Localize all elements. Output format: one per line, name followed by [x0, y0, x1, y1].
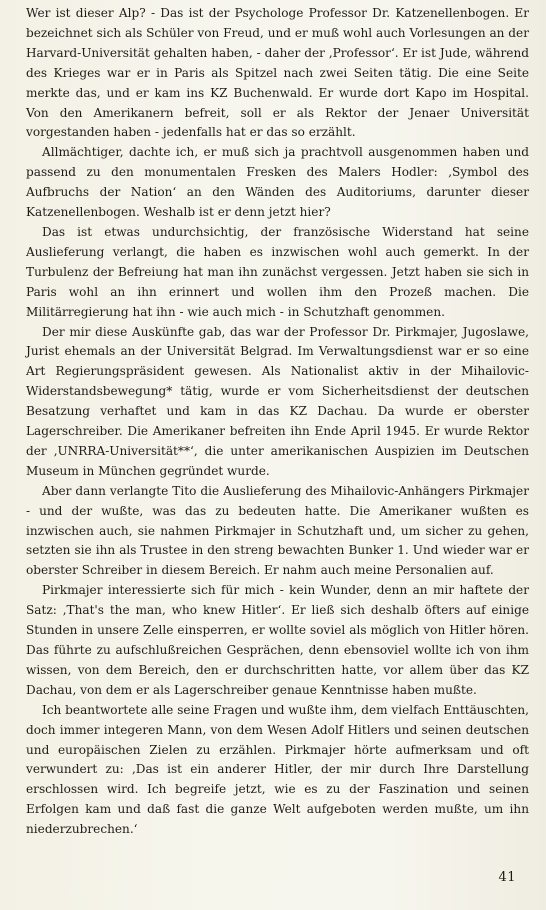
page-number: 41: [498, 870, 516, 885]
paragraph-4: Der mir diese Auskünfte gab, das war der Professor Dr. Pirkmajer, Jugoslawe, Jurist ehemals an der Universität Belgrad. Im Verwaltungsdienst war er so eine Art Regierungspräsident gewesen. Als Nationalist aktiv in der Mihailovic-Widerstandsbewegung* tätig, wurde er vom Sicherheitsdienst der deutschen Besatzung verhaftet und kam in das KZ Dachau. Da wurde er oberster Lagerschreiber. Die Amerikaner befreiten ihn Ende April 1945. Er wurde Rektor der ‚UNRRA-Universität**‘, die unter amerikanischen Auspizien im Deutschen Museum in München gegründet wurde.: [26, 324, 529, 478]
paragraph-5: Aber dann verlangte Tito die Auslieferung des Mihailovic-Anhängers Pirkmajer - und der wußte, was das zu bedeuten hatte. Die Amerikaner wußten es inzwischen auch, sie nahmen Pirkmajer in Schutzhaft und, um sicher zu gehen, setzten sie ihn als Trustee in den streng bewachten Bunker 1. Und wieder war er oberster Schreiber in diesem Bereich. Er nahm auch meine Personalien auf.: [26, 483, 529, 578]
paragraph-2: Allmächtiger, dachte ich, er muß sich ja prachtvoll ausgenommen haben und passend zu den monumentalen Fresken des Malers Hodler: ‚Symbol des Aufbruchs der Nation‘ an den Wänden des Auditoriums, darunter dieser Katzenellenbogen. Weshalb ist er denn jetzt hier?: [26, 145, 529, 220]
paragraph-1: Wer ist dieser Alp? - Das ist der Psychologe Professor Dr. Katzenellenbogen. Er bezeichnet sich als Schüler von Freud, und er muß wohl auch Vorlesungen an der Harvard-Universität gehalten haben, - daher der ‚Professor‘. Er ist Jude, während des Krieges war er in Paris als Spitzel nach zwei Seiten tätig. Die eine Seite merkte das, und er kam ins KZ Buchenwald. Er wurde dort Kapo im Hospital. Von den Amerikanern befreit, soll er als Rektor der Jenaer Universität vorgestanden haben - jedenfalls hat er das so erzählt.: [26, 6, 529, 140]
paragraph-3: Das ist etwas undurchsichtig, der französische Widerstand hat seine Auslieferung verlangt, die haben es inzwischen wohl auch gemerkt. In der Turbulenz der Befreiung hat man ihn zunächst vergessen. Jetzt haben sie sich in Paris wohl an ihn erinnert und wollen ihm den Prozeß machen. Die Militärregierung hat ihn - wie auch mich - in Schutzhaft genommen.: [26, 224, 529, 319]
paragraph-6: Pirkmajer interessierte sich für mich - kein Wunder, denn an mir haftete der Satz: ‚That's the man, who knew Hitler‘. Er ließ sich deshalb öfters auf einige Stunden in unsere Zelle einsperren, er wollte soviel als möglich von Hitler hören. Das führte zu aufschlußreichen Gesprächen, denn ebensoviel wollte ich von ihm wissen, von dem Bereich, den er durchschritten hatte, vor allem über das KZ Dachau, von dem er als Lagerschreiber genaue Kenntnisse haben mußte.: [26, 583, 529, 697]
page-body-text: [26, 4, 529, 840]
paragraph-7: Ich beantwortete alle seine Fragen und wußte ihm, dem vielfach Enttäuschten, doch immer integeren Mann, von dem Wesen Adolf Hitlers und seinen deutschen und europäischen Zielen zu erzählen. Pirkmajer hörte aufmerksam und oft verwundert zu: ‚Das ist ein anderer Hitler, der mir durch Ihre Darstellung erschlossen wird. Ich begreife jetzt, wie es zu der Faszination und seinen Erfolgen kam und daß fast die ganze Welt aufgeboten werden mußte, um ihn niederzubrechen.‘: [26, 702, 529, 837]
